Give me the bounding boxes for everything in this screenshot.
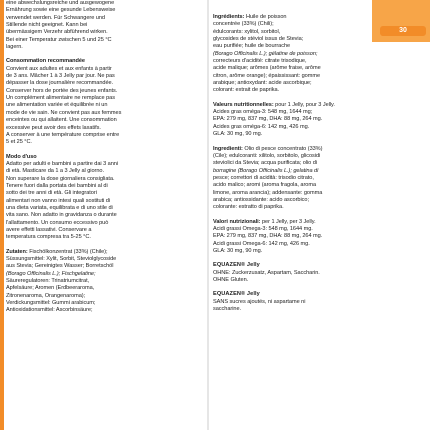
text-line: arabique; antioxydant: acide ascorbique; xyxy=(213,80,312,87)
text-line: aus Stevia; Gereinigtes Wasser; Borretschöl xyxy=(6,263,114,270)
text-line: alimentari non vanno intesi quali sostituti di xyxy=(6,197,111,204)
it-ingredients xyxy=(213,146,424,212)
text-line: (Borago Officinalis L.); gélatine de poisson; xyxy=(213,50,318,57)
text-line: EPA: 279 mg, 837 mg, DHA: 88 mg, 264 mg. xyxy=(213,116,323,123)
text-line: Acidi grassi Omega-6: 142 mg, 426 mg. xyxy=(213,240,310,247)
fr-usage-text xyxy=(6,66,203,147)
text-line: Adatto per adulti e bambini a partire dai 3 anni xyxy=(6,160,119,167)
text-line: enceintes ou qui allaitent. Une consommation xyxy=(6,117,117,124)
fr-usage-heading: Consommation recommandée xyxy=(6,58,85,65)
de-ingredients xyxy=(6,249,203,315)
text-line: A conserver à une température comprise entre xyxy=(6,131,120,138)
fr-ingredients-label: Ingrédients: xyxy=(213,14,245,20)
text-line: eine abwechslungsreiche und ausgewogene xyxy=(6,0,115,6)
text-line: correcteurs d'acidité: citrate trisodique, xyxy=(213,58,307,65)
text-line: Süssungsmittel: Xylit, Sorbit, Steviolglycoside xyxy=(6,256,117,262)
text-line: l'allattamento. Un consumo eccessivo può xyxy=(6,219,109,226)
text-line: SANS sucres ajoutés, ni aspartame ni xyxy=(213,298,306,305)
right-inner xyxy=(209,0,430,313)
text-line: saccharine. xyxy=(213,306,242,313)
brand-name: EQUAZEN® Jelly xyxy=(213,291,260,298)
brand-note-fr xyxy=(213,291,424,313)
text-line: borragine (Borago Officinalis L.); gelatina di xyxy=(213,167,319,174)
text-line: Acides gras oméga-6: 142 mg, 426 mg. xyxy=(213,123,310,130)
text-line: Acidi grassi Omega-3: 548 mg, 1644 mg. xyxy=(213,225,313,232)
text-line: Ernährung sowie eine gesunde Lebensweise xyxy=(6,7,116,14)
text-line: Fischölkonzentrat (33%) (Chile); xyxy=(29,248,108,255)
text-line: Non superare la dose giornaliera consigliata. xyxy=(6,175,115,182)
text-line: Säureregulatoren: Trinatriumcitrat, xyxy=(6,278,90,285)
text-line: glycosides de stéviol issus de Stevia; xyxy=(213,36,304,43)
text-line: 5 et 25 °C. xyxy=(6,139,32,146)
text-line: arabica; antiossidante: acido ascorbico; xyxy=(213,196,309,203)
fr-nutrition-label: Valeurs nutritionnelles: xyxy=(213,101,274,108)
text-line: per 1 Jelly, per 3 Jelly. xyxy=(262,218,316,225)
fr-nutrition xyxy=(213,102,424,139)
text-line: steviolici da Stevia; acqua purificata; olio di xyxy=(213,160,317,167)
text-line: avere effetti lassativi. Conservare a xyxy=(6,226,92,233)
text-line: übermässigem Verzehr abführend wirken. xyxy=(6,29,108,36)
text-line: GLA: 30 mg, 90 mg. xyxy=(213,247,263,254)
intro-text xyxy=(6,0,203,51)
text-line: eau purifiée; huile de bourrache xyxy=(213,43,291,50)
text-line: concentrée (33%) (Chili); xyxy=(213,21,274,28)
it-ingredients-label: Ingredienti: xyxy=(213,145,243,152)
text-line: Antioxidationsmittel: Ascorbinsäure; xyxy=(6,307,93,314)
text-line: Zitronenaroma, Orangenaroma); xyxy=(6,292,86,299)
text-line: (Cile); edulcoranti: xilitolo, sorbitolo, glicosidi xyxy=(213,152,321,159)
text-line: GLA: 30 mg, 90 mg. xyxy=(213,131,263,138)
text-line: acide malique; arômes (arôme fraise, arôme xyxy=(213,65,321,72)
count-badge: 30 xyxy=(380,26,426,36)
text-line: édulcorants: xylitol, sorbitol, xyxy=(213,28,281,35)
left-inner xyxy=(0,0,207,315)
text-line: mode de vie sain. Ne convient pas aux femmes xyxy=(6,109,122,116)
text-line: temperatura compresa tra 5-25 °C. xyxy=(6,234,91,241)
de-ingredients-label: Zutaten: xyxy=(6,248,28,255)
text-line: Acides gras oméga-3: 548 mg, 1644 mg; xyxy=(213,109,313,116)
right-label-column xyxy=(209,0,430,430)
brand-note-de xyxy=(213,262,424,284)
text-line: vita sano. Non adatto in gravidanza o durante xyxy=(6,212,117,219)
it-nutrition xyxy=(213,219,424,256)
brand-name: EQUAZEN® Jelly xyxy=(213,262,260,269)
text-line: pesce; correttori di acidità: trisodio citrato, xyxy=(213,174,314,181)
text-line: Stillende nicht geeignet. Kann bei xyxy=(6,22,88,29)
text-line: Un complément alimentaire ne remplace pas xyxy=(6,95,115,102)
text-line: Huile de poisson xyxy=(245,14,287,20)
text-line: de 3 ans. Mâcher 1 à 3 Jelly par jour. Ne pas xyxy=(6,73,115,80)
text-line: Conserver hors de portée des jeunes enfants. xyxy=(6,87,118,94)
text-line: OHNE: Zuckerzusatz, Aspartam, Saccharin. xyxy=(213,269,320,276)
text-line: Bei einer Temperatur zwischen 5 und 25 °C xyxy=(6,36,112,43)
text-line: acido malico; aromi (aroma fragola, aroma xyxy=(213,182,317,189)
text-line: excessive peut avoir des effets laxatifs. xyxy=(6,124,101,131)
text-line: una dieta variata, equilibrata e di uno stile di xyxy=(6,204,113,211)
text-line: limone, aroma arancia); addensante: gomma xyxy=(213,189,323,196)
text-line: Apfelsäure; Aromen (Erdbeeraroma, xyxy=(6,285,95,292)
text-line: sotto dei tre anni di età. Gli integratori xyxy=(6,190,97,197)
it-usage-heading: Modo d'uso xyxy=(6,153,37,160)
it-usage-text xyxy=(6,161,203,242)
text-line: citron, arôme orange); épaississant: gomme xyxy=(213,72,321,79)
text-line: OHNE Gluten. xyxy=(213,277,249,283)
text-line: dépasser la dose journalière recommandée. xyxy=(6,80,114,87)
text-line: pour 1 Jelly, pour 3 Jelly. xyxy=(275,101,335,108)
text-line: (Borago Officinalis L.); Fischgelatine; xyxy=(6,270,96,277)
text-line: une alimentation variée et équilibrée ni un xyxy=(6,102,108,109)
text-line: Convient aux adultes et aux enfants à partir xyxy=(6,65,112,72)
text-line: verwendet werden. Für Schwangere und xyxy=(6,14,105,21)
text-line: EPA: 279 mg, 837 mg, DHA: 88 mg, 264 mg. xyxy=(213,233,323,240)
it-nutrition-label: Valori nutrizionali: xyxy=(213,218,261,225)
left-label-column xyxy=(0,0,207,430)
text-line: colorant: extrait de paprika. xyxy=(213,87,280,94)
text-line: di età. Masticare da 1 a 3 Jelly al giorno. xyxy=(6,168,104,175)
text-line: Verdickungsmittel: Gummi arabicum; xyxy=(6,300,96,307)
text-line: Olio di pesce concentrato (33%) xyxy=(244,145,323,152)
accent-stripe xyxy=(0,0,4,430)
text-line: colorante: estratto di paprika. xyxy=(213,204,284,211)
text-line: Tenere fuori dalla portata dei bambini al di xyxy=(6,182,108,189)
text-line: lagern. xyxy=(6,44,23,51)
